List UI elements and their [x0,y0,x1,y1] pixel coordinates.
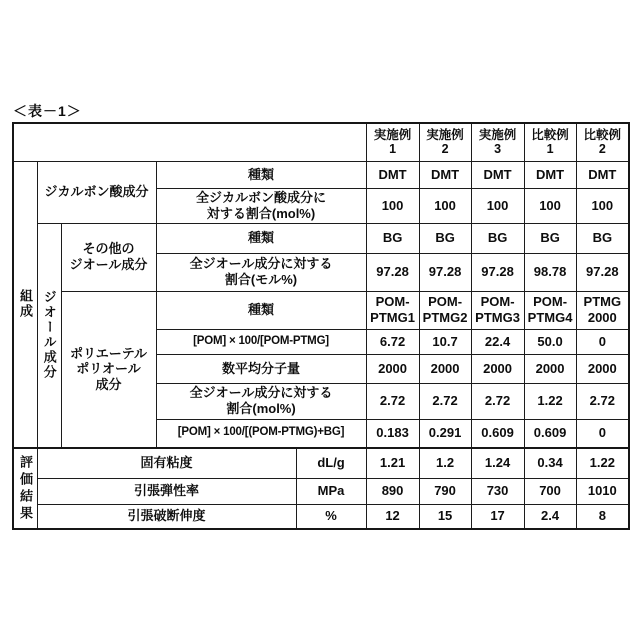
row-label: 引張弾性率 [37,478,296,504]
row-label: 固有粘度 [37,448,296,478]
value-cell: 2000 [471,354,524,383]
corner-cell [13,123,366,161]
col-header-example2: 実施例 2 [419,123,471,161]
value-cell: 0 [576,329,629,354]
value-cell: POM- PTMG1 [366,291,419,329]
group-diol: ジオール成分 [37,223,61,448]
row-label: 数平均分子量 [156,354,366,383]
value-cell: 1010 [576,478,629,504]
group-composition: 組成 [13,161,37,448]
value-cell: 0.609 [524,419,576,448]
col-header-comparative1: 比較例 1 [524,123,576,161]
value-cell: 2.72 [419,383,471,419]
unit-cell: MPa [296,478,366,504]
value-cell: POM- PTMG4 [524,291,576,329]
row-label: 引張破断伸度 [37,504,296,529]
col-header-comparative2: 比較例 2 [576,123,629,161]
value-cell: 1.21 [366,448,419,478]
value-cell: 15 [419,504,471,529]
row-label: 種類 [156,161,366,188]
unit-cell: dL/g [296,448,366,478]
value-cell: 10.7 [419,329,471,354]
value-cell: POM- PTMG3 [471,291,524,329]
results-table [12,122,630,530]
value-cell: 50.0 [524,329,576,354]
row-label: 全ジオール成分に対する 割合(モル%) [156,253,366,291]
value-cell: 2.4 [524,504,576,529]
value-cell: BG [576,223,629,253]
value-cell: 700 [524,478,576,504]
value-cell: DMT [366,161,419,188]
table-title: ＜表－1＞ [13,103,82,119]
unit-cell: % [296,504,366,529]
col-header-example3: 実施例 3 [471,123,524,161]
group-other-diol: その他の ジオール成分 [61,223,156,291]
value-cell: 0.291 [419,419,471,448]
row-label: 種類 [156,223,366,253]
value-cell: 97.28 [419,253,471,291]
value-cell: 1.22 [524,383,576,419]
value-cell: 97.28 [576,253,629,291]
value-cell: PTMG 2000 [576,291,629,329]
value-cell: 0.34 [524,448,576,478]
value-cell: 1.24 [471,448,524,478]
value-cell: POM- PTMG2 [419,291,471,329]
value-cell: 12 [366,504,419,529]
value-cell: DMT [524,161,576,188]
value-cell: 2000 [366,354,419,383]
value-cell: 17 [471,504,524,529]
value-cell: 0.609 [471,419,524,448]
row-label: 全ジカルボン酸成分に 対する割合(mol%) [156,188,366,223]
row-label: 全ジオール成分に対する 割合(mol%) [156,383,366,419]
col-header-example1: 実施例 1 [366,123,419,161]
value-cell: 0 [576,419,629,448]
value-cell: 2000 [419,354,471,383]
group-polyether-polyol: ポリエーテル ポリオール 成分 [61,291,156,448]
value-cell: BG [366,223,419,253]
value-cell: 2.72 [366,383,419,419]
value-cell: 97.28 [471,253,524,291]
value-cell: BG [524,223,576,253]
value-cell: 730 [471,478,524,504]
value-cell: 6.72 [366,329,419,354]
group-evaluation: 評価結果 [13,448,37,529]
value-cell: 100 [471,188,524,223]
value-cell: DMT [576,161,629,188]
value-cell: 1.2 [419,448,471,478]
value-cell: 8 [576,504,629,529]
row-label: 種類 [156,291,366,329]
value-cell: 98.78 [524,253,576,291]
value-cell: BG [419,223,471,253]
value-cell: DMT [419,161,471,188]
group-dicarboxylic-acid: ジカルボン酸成分 [37,161,156,223]
value-cell: 100 [366,188,419,223]
value-cell: 890 [366,478,419,504]
value-cell: 2000 [524,354,576,383]
value-cell: 2000 [576,354,629,383]
value-cell: 790 [419,478,471,504]
value-cell: 22.4 [471,329,524,354]
value-cell: DMT [471,161,524,188]
value-cell: 2.72 [471,383,524,419]
value-cell: 100 [524,188,576,223]
value-cell: BG [471,223,524,253]
value-cell: 100 [419,188,471,223]
value-cell: 97.28 [366,253,419,291]
value-cell: 2.72 [576,383,629,419]
value-cell: 0.183 [366,419,419,448]
value-cell: 1.22 [576,448,629,478]
row-label: [POM] × 100/[POM-PTMG] [156,329,366,354]
row-label: [POM] × 100/[(POM-PTMG)+BG] [156,419,366,448]
value-cell: 100 [576,188,629,223]
